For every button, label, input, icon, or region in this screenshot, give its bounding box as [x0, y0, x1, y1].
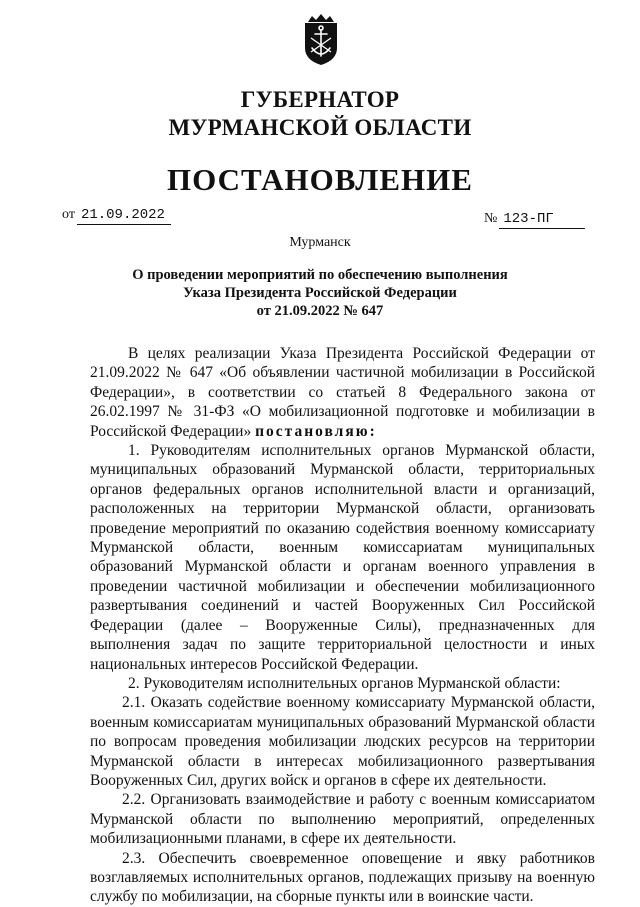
title-line-1: О проведении мероприятий по обеспечению выполнения [132, 267, 508, 283]
document-date-row [62, 206, 171, 225]
authority-line-1: ГУБЕРНАТОР [240, 87, 400, 112]
title-line-3: от 21.09.2022 № 647 [256, 303, 384, 319]
document-title [130, 266, 510, 320]
paragraph-2-1: 2.1. Оказать содействие военному комиссариату Мурманской области, военным комиссариатам муниципальных образований Мурманской области по вопросам проведения мобилизации людских ресурсов на территории Мурманской области в интересах мобилизационного развертывания Вооруженных Сил, других войск и органов в сфере их деятельности. [90, 694, 595, 789]
preamble-text: В целях реализации Указа Президента Российской Федерации от 21.09.2022 № 647 «Об объявлении частичной мобилизации в Российской Федерации», в соответствии со статьей 8 Федерального закона от 26.02.1997 № 31-ФЗ «О мобилизационной подготовке и мобилизации в Российской Федерации» [90, 345, 595, 440]
authority-name [0, 86, 640, 142]
paragraph-1: 1. Руководителям исполнительных органов Мурманской области, муниципальных образований Мурманской области, территориальных органов федеральных органов исполнительной власти и организаций, расположенных на территории Мурманской области, организовать проведение мероприятий по оказанию содействия военному комиссариату Мурманской области, военным комиссариатам муниципальных образований Мурманской области и органам военного управления в проведении частичной мобилизации и обеспечении мобилизационного развертывания соединений и частей Вооруженных Сил Российской Федерации (далее – Вооруженные Силы), предназначенных для выполнения задач по защите территориальной целостности и иных национальных интересов Российской Федерации. [90, 442, 595, 673]
resolve-word: постановляю: [255, 422, 377, 440]
paragraph-2-2: 2.2. Организовать взаимодействие и работу с военным комиссариатом Мурманской области по выполнению мероприятий, определенных мобилизационными планами, в сфере их деятельности. [90, 791, 595, 848]
paragraph-2-3: 2.3. Обеспечить своевременное оповещение и явку работников возглавляемых исполнительных органов, подлежащих призыву на военную службу по мобилизации, на сборные пункты или в воинские части. [90, 849, 595, 906]
number-prefix: № [484, 211, 498, 226]
preamble-paragraph [90, 344, 595, 441]
title-line-2: Указа Президента Российской Федерации [183, 285, 457, 301]
document-city: Мурманск [289, 235, 351, 250]
murmansk-coat-of-arms-icon [302, 14, 340, 66]
document-type-heading: ПОСТАНОВЛЕНИЕ [167, 162, 473, 197]
document-number: 123-ПГ [499, 210, 585, 229]
document-date: 21.09.2022 [77, 206, 171, 225]
paragraph-2: 2. Руководителям исполнительных органов Мурманской области: [128, 674, 561, 692]
date-prefix: от [62, 207, 75, 222]
authority-line-2: МУРМАНСКОЙ ОБЛАСТИ [168, 115, 472, 140]
document-body [90, 344, 595, 907]
document-number-row [484, 210, 585, 229]
